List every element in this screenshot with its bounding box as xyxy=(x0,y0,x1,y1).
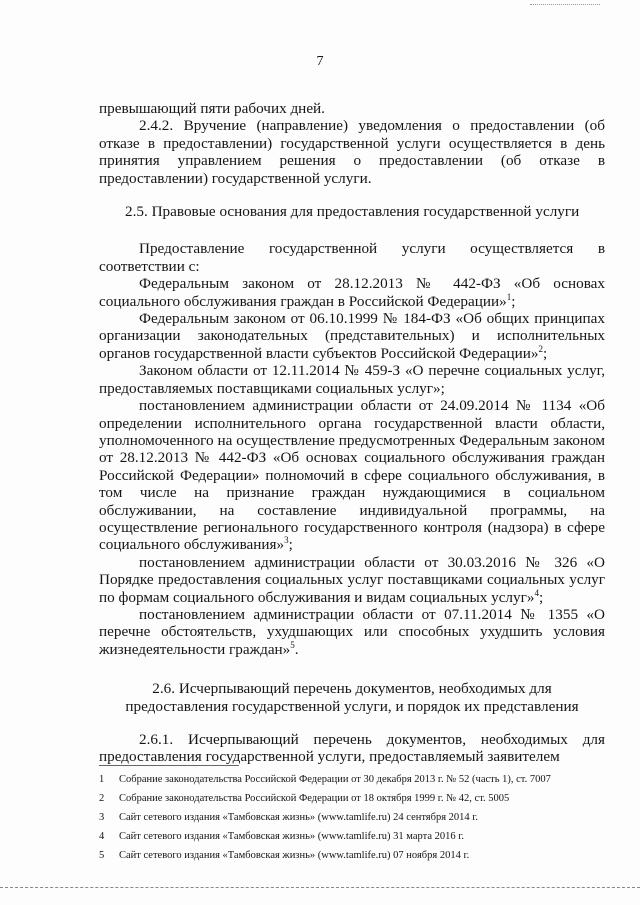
footnote-3 xyxy=(99,808,605,827)
footnote-number: 5 xyxy=(99,850,105,861)
law-184-tail: ; xyxy=(543,344,548,362)
paragraph-resolution-1355 xyxy=(99,606,605,658)
footnote-separator xyxy=(99,765,239,766)
resolution-326-tail: ; xyxy=(538,588,544,606)
footnote-ref-3[interactable]: 3 xyxy=(284,535,289,546)
resolution-1355-text: постановлением администрации области от 07.11.2014 № 1355 «О перечне обстоятельств, ухудшающих или способных ухудшить условия жизнедеятельности граждан» xyxy=(99,605,605,658)
paragraph-2-6-1: 2.6.1. Исчерпывающий перечень документов, необходимых для предоставления государственной услуги, предоставляемый заявителем xyxy=(99,731,605,766)
scan-bottom-edge xyxy=(0,887,640,888)
footnote-text: Собрание законодательства Российской Федерации от 18 октября 1999 г. № 42, ст. 5005 xyxy=(119,793,510,804)
footnote-1 xyxy=(99,770,605,789)
footnote-number: 4 xyxy=(99,831,105,842)
paragraph-legal-basis-intro: Предоставление государственной услуги осуществляется в соответствии с: xyxy=(99,240,605,275)
resolution-1134-tail: ; xyxy=(288,536,293,554)
paragraph-resolution-326 xyxy=(99,554,605,606)
footnote-ref-5[interactable]: 5 xyxy=(290,639,295,650)
paragraph-law-442 xyxy=(99,275,605,310)
section-heading-2-6: 2.6. Исчерпывающий перечень документов, необходимых для предоставления государственной услуги, и порядок их представления xyxy=(125,680,579,715)
footnote-text: Сайт сетевого издания «Тамбовская жизнь» (www.tamlife.ru) 07 ноября 2014 г. xyxy=(119,850,470,861)
footnote-ref-1[interactable]: 1 xyxy=(506,291,512,302)
document-body xyxy=(99,100,605,766)
footnotes xyxy=(99,770,605,865)
scan-artifact xyxy=(530,0,600,5)
law-184-text: Федеральным законом от 06.10.1999 № 184-ФЗ «Об общих принципах организации законодательных (представительных) и исполнительных органов государственной власти субъектов Российской Федерации» xyxy=(99,310,605,362)
section-heading-2-5: 2.5. Правовые основания для предоставления государственной услуги xyxy=(125,203,580,221)
footnote-2 xyxy=(99,789,605,808)
footnote-ref-4[interactable]: 4 xyxy=(534,587,539,598)
footnote-5 xyxy=(99,846,605,865)
paragraph-law-184 xyxy=(99,310,605,362)
footnote-text: Сайт сетевого издания «Тамбовская жизнь» (www.tamlife.ru) 31 марта 2016 г. xyxy=(119,831,465,842)
resolution-1355-tail: . xyxy=(294,640,299,658)
footnote-number: 3 xyxy=(99,812,105,823)
footnote-4 xyxy=(99,827,605,846)
law-442-tail: ; xyxy=(511,292,516,310)
footnote-number: 2 xyxy=(99,793,105,804)
footnote-text: Собрание законодательства Российской Федерации от 30 декабря 2013 г. № 52 (часть 1), ст. 7007 xyxy=(119,774,551,785)
paragraph-2-4-2: 2.4.2. Вручение (направление) уведомления о предоставлении (об отказе в предоставлении) государственной услуги осуществляется в день принятия управлением решения о предоставлении (об отказе в предоставлении) государственной услуги. xyxy=(99,117,605,187)
footnote-number: 1 xyxy=(99,774,105,785)
footnote-ref-2[interactable]: 2 xyxy=(538,343,543,354)
resolution-326-text: постановлением администрации области от 30.03.2016 № 326 «О Порядке предоставления социальных услуг поставщиками социальных услуг по формам социального обслуживания и видам социальных услуг» xyxy=(99,553,605,606)
law-442-text: Федеральным законом от 28.12.2013 № 442-ФЗ «Об основах социального обслуживания граждан в Российской Федерации» xyxy=(99,275,605,310)
paragraph-continuation: превышающий пяти рабочих дней. xyxy=(99,100,325,117)
page-number: 7 xyxy=(316,54,324,69)
paragraph-law-459: Законом области от 12.11.2014 № 459-З «О перечне социальных услуг, предоставляемых поставщиками социальных услуг»; xyxy=(99,362,605,397)
footnote-text: Сайт сетевого издания «Тамбовская жизнь» (www.tamlife.ru) 24 сентября 2014 г. xyxy=(119,812,479,823)
resolution-1134-text: постановлением администрации области от 24.09.2014 № 1134 «Об определении исполнительного органа государственной власти области, уполномоченного на осуществление предусмотренных Федеральным законом от 28.12.2013 № 442-ФЗ «Об основах социального обслуживания граждан Российской Федерации» полномочий в сфере социального обслуживания, в том числе на признание граждан нуждающимися в социальном обслуживании, на составление индивидуальной программы, на осуществление регионального государственного контроля (надзора) в сфере социального обслуживания» xyxy=(99,397,605,554)
paragraph-resolution-1134 xyxy=(99,397,605,554)
